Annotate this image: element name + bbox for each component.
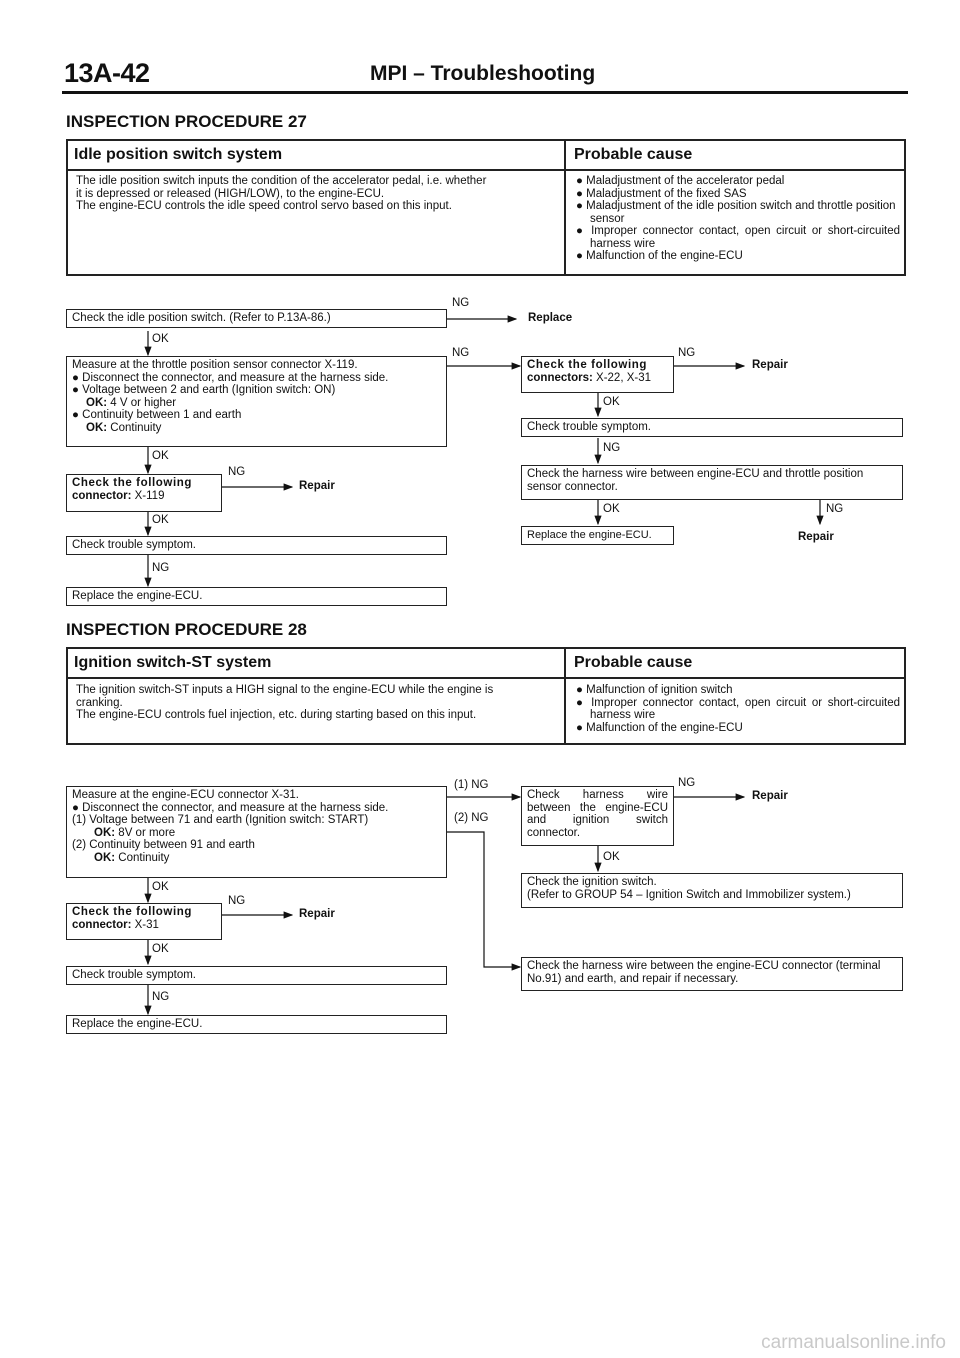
measure-ok: OK: Continuity bbox=[86, 421, 162, 434]
measure-bullet: ● Disconnect the connector, and measure at the harness side. bbox=[72, 371, 389, 384]
description-line: cranking. bbox=[76, 696, 123, 709]
description-line: it is depressed or released (HIGH/LOW), to the engine-ECU. bbox=[76, 187, 385, 200]
cause-item: ● Malfunction of the engine-ECU bbox=[576, 250, 743, 262]
proc28-step-measure-ecu bbox=[66, 786, 447, 878]
proc27-step-r-check-trouble: Check trouble symptom. bbox=[521, 418, 903, 437]
measure-ok: OK: 4 V or higher bbox=[86, 396, 177, 409]
proc28-ng1: (1) NG bbox=[454, 779, 489, 791]
proc27-cause-heading: Probable cause bbox=[574, 146, 693, 163]
proc27-title: INSPECTION PROCEDURE 27 bbox=[66, 112, 307, 131]
proc28-step-check-trouble: Check trouble symptom. bbox=[66, 966, 447, 985]
proc27-replace: Replace bbox=[528, 312, 573, 324]
proc28-step-replace-ecu: Replace the engine-ECU. bbox=[66, 1015, 447, 1034]
cause-item: ● Improper connector contact, open circuit or short-circuited harness wire bbox=[576, 225, 900, 250]
description-line: The engine-ECU controls fuel injection, etc. during starting based on this input. bbox=[76, 709, 477, 721]
proc27-trouble-ng: NG bbox=[152, 562, 170, 574]
measure-bullet: ● Voltage between 2 and earth (Ignition switch: ON) bbox=[72, 384, 336, 396]
proc27-ok1: OK bbox=[152, 333, 169, 345]
measure-ok: OK: 8V or more bbox=[94, 826, 176, 839]
proc28-system-heading: Ignition switch-ST system bbox=[74, 654, 272, 671]
proc28-r-ok: OK bbox=[603, 851, 620, 863]
page-title: MPI – Troubleshooting bbox=[370, 62, 596, 85]
proc27-system-heading: Idle position switch system bbox=[74, 146, 283, 163]
measure-item: (2) Continuity between 91 and earth bbox=[72, 839, 255, 851]
proc27-repair3: Repair bbox=[798, 531, 834, 543]
proc27-check-conn-ng: NG bbox=[228, 466, 246, 478]
cause-item: ● Malfunction of ignition switch bbox=[576, 684, 733, 696]
proc27-r-ok1: OK bbox=[603, 396, 620, 408]
proc28-step-check-ignition-switch bbox=[521, 873, 903, 908]
proc27-ok3: OK bbox=[152, 514, 169, 526]
proc28-repair1: Repair bbox=[299, 908, 335, 920]
measure-title: Measure at the engine-ECU connector X-31. bbox=[72, 789, 299, 801]
proc28-step-check-earth-harness: Check the harness wire between the engine-ECU connector (terminal No.91) and earth, and repair if necessary. bbox=[521, 957, 903, 991]
proc27-r-ok2: OK bbox=[603, 503, 620, 515]
check-connector-value: connector: X-119 bbox=[72, 489, 165, 502]
cause-item: ● Maladjustment of the accelerator pedal bbox=[576, 175, 785, 187]
page-number: 13A-42 bbox=[64, 58, 150, 88]
measure-bullet: ● Disconnect the connector, and measure at the harness side. bbox=[72, 801, 389, 814]
proc28-trouble-ng: NG bbox=[152, 991, 170, 1003]
cause-item: ● Maladjustment of the idle position switch and throttle position sensor bbox=[576, 200, 896, 225]
measure-bullet: ● Continuity between 1 and earth bbox=[72, 409, 242, 421]
proc27-step-check-idle-switch: Check the idle position switch. (Refer to P.13A-86.) bbox=[66, 309, 447, 328]
proc27-r-ng2: NG bbox=[826, 503, 844, 515]
proc28-step-check-connector bbox=[66, 903, 222, 940]
check-connectors-title: Check the following bbox=[527, 359, 648, 371]
measure-ok: OK: Continuity bbox=[94, 851, 170, 864]
check-connector-value: connector: X-31 bbox=[72, 918, 159, 931]
ignition-check-line: Check the ignition switch. bbox=[527, 876, 657, 888]
proc28-cause-heading: Probable cause bbox=[574, 654, 693, 671]
proc28-step-check-harness: Check harness wire between the engine-ECU and ignition switch connector. bbox=[521, 786, 674, 846]
measure-item: (1) Voltage between 71 and earth (Ignition switch: START) bbox=[72, 814, 369, 826]
ignition-check-line: (Refer to GROUP 54 – Ignition Switch and Immobilizer system.) bbox=[527, 888, 851, 901]
proc27-step1-ng: NG bbox=[452, 297, 470, 309]
proc27-r-check-ng: NG bbox=[678, 347, 696, 359]
proc28-ng2: (2) NG bbox=[454, 812, 489, 824]
proc27-measure-ng: NG bbox=[452, 347, 470, 359]
cause-item: ● Maladjustment of the fixed SAS bbox=[576, 187, 747, 200]
proc28-ok2: OK bbox=[152, 943, 169, 955]
description-line: The ignition switch-ST inputs a HIGH signal to the engine-ECU while the engine is bbox=[76, 684, 494, 696]
proc27-ok2: OK bbox=[152, 450, 169, 462]
proc27-repair1: Repair bbox=[299, 480, 335, 492]
description-line: The idle position switch inputs the condition of the accelerator pedal, i.e. whether bbox=[76, 175, 487, 187]
check-connector-title: Check the following bbox=[72, 477, 193, 489]
proc27-step-r-replace-ecu: Replace the engine-ECU. bbox=[521, 526, 674, 545]
proc27-step-check-trouble: Check trouble symptom. bbox=[66, 536, 447, 555]
proc28-ok1: OK bbox=[152, 881, 169, 893]
proc28-r-harness-ng: NG bbox=[678, 777, 696, 789]
check-connectors-value: connectors: X-22, X-31 bbox=[527, 371, 652, 384]
proc27-step-replace-ecu: Replace the engine-ECU. bbox=[66, 587, 447, 606]
watermark: carmanualsonline.info bbox=[761, 1332, 946, 1353]
proc28-title: INSPECTION PROCEDURE 28 bbox=[66, 620, 307, 639]
measure-title: Measure at the throttle position sensor connector X-119. bbox=[72, 359, 358, 371]
proc27-r-trouble-ng: NG bbox=[603, 442, 621, 454]
proc27-step-check-harness: Check the harness wire between engine-ECU and throttle position sensor connector. bbox=[521, 465, 903, 500]
proc27-repair2: Repair bbox=[752, 359, 788, 371]
cause-item: ● Improper connector contact, open circuit or short-circuited harness wire bbox=[576, 696, 900, 721]
proc28-check-conn-ng: NG bbox=[228, 895, 246, 907]
description-line: The engine-ECU controls the idle speed control servo based on this input. bbox=[76, 200, 452, 212]
proc28-repair2: Repair bbox=[752, 790, 788, 802]
check-connector-title: Check the following bbox=[72, 906, 193, 918]
cause-item: ● Malfunction of the engine-ECU bbox=[576, 721, 743, 734]
